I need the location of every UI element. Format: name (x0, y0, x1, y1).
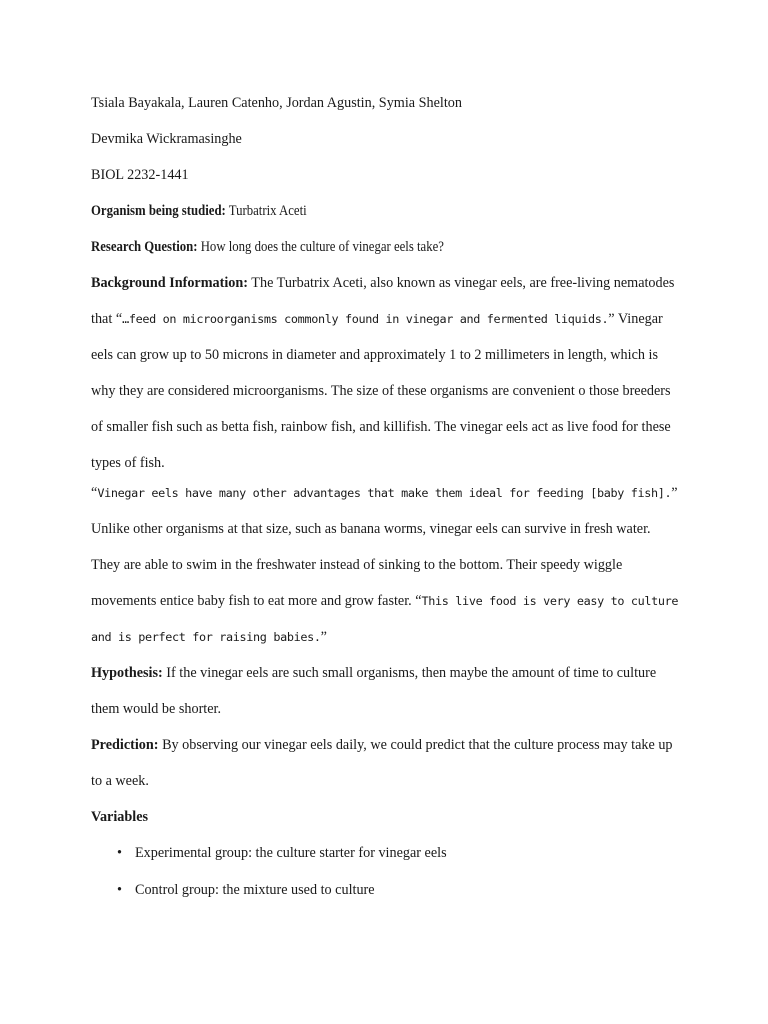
background-quote-1: …feed on microorganisms commonly found in vinegar and fermented liquids. (122, 312, 609, 326)
hypothesis-label: Hypothesis: (91, 665, 163, 681)
advantages-text-3: ” (320, 629, 327, 645)
authors-line: Tsiala Bayakala, Lauren Catenho, Jordan Agustin, Symia Shelton (91, 95, 462, 111)
variables-list (91, 835, 681, 909)
background-text-2: ” Vinegar eels can grow up to 50 microns in diameter and approximately 1 to 2 millimeters in length, which is why they are considered microorganisms. The size of these organisms are convenient o those breeders of smaller fish such as betta fish, rainbow fish, and killifish. The vinegar eels act as live food for these types of fish. (91, 311, 671, 471)
prediction-label: Prediction: (91, 737, 159, 753)
organism-line (91, 200, 681, 222)
list-item (91, 835, 681, 872)
background-paragraph (91, 265, 681, 481)
organism-value: Turbatrix Aceti (225, 203, 307, 219)
hypothesis-paragraph (91, 655, 681, 727)
background-label: Background Information: (91, 275, 249, 291)
bullet-icon: • (117, 845, 122, 861)
research-question-value: How long does the culture of vinegar eels take? (197, 239, 444, 255)
advantages-paragraph (91, 475, 681, 655)
variables-heading (91, 799, 681, 835)
advantages-text-1: “ (91, 485, 98, 501)
prediction-value: By observing our vinegar eels daily, we could predict that the culture process may take up to a week. (91, 737, 673, 789)
course-line: BIOL 2232-1441 (91, 167, 189, 183)
list-item (91, 872, 681, 909)
research-question-line (91, 236, 681, 258)
advantages-text-2: ” Unlike other organisms at that size, such as banana worms, vinegar eels can survive in fresh water. They are able to swim in the freshwater instead of sinking to the bottom. Their speedy wiggle movements entice baby fish to eat more and grow faster. “ (91, 485, 678, 609)
variable-item-text: Experimental group: the culture starter for vinegar eels (135, 845, 447, 861)
background-text-1: The Turbatrix Aceti, also known as vinegar eels, are free-living nematodes that “ (91, 275, 675, 327)
instructor-line: Devmika Wickramasinghe (91, 131, 242, 147)
document-page (91, 92, 681, 909)
advantages-quote-2: This live food is very easy to culture and is perfect for raising babies. (91, 594, 679, 644)
research-question-label: Research Question: (91, 239, 198, 255)
hypothesis-value: If the vinegar eels are such small organisms, then maybe the amount of time to culture them would be shorter. (91, 665, 657, 717)
bullet-icon: • (117, 882, 122, 898)
advantages-quote-1: Vinegar eels have many other advantages that make them ideal for feeding [baby fish]. (97, 486, 672, 500)
organism-label: Organism being studied: (91, 203, 226, 219)
variable-item-text: Control group: the mixture used to culture (135, 882, 375, 898)
prediction-paragraph (91, 727, 681, 799)
variables-heading-text: Variables (91, 809, 149, 825)
